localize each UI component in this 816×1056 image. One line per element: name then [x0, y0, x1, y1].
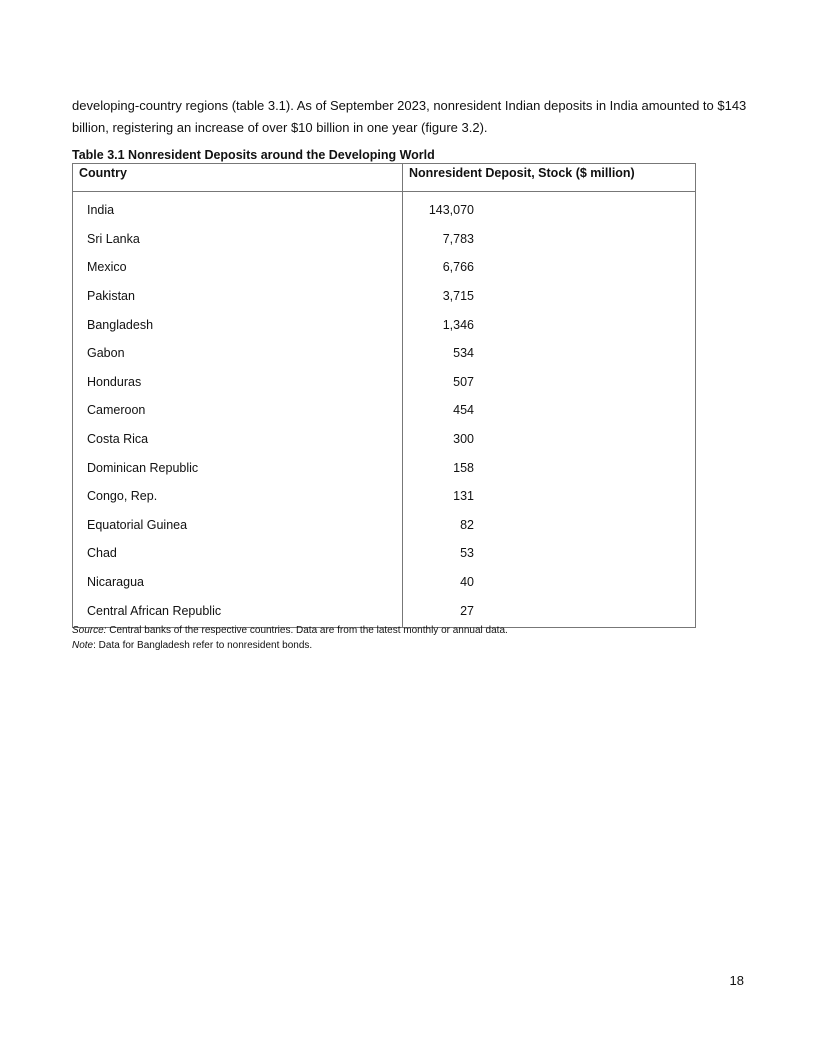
source-label: Source:	[72, 625, 107, 636]
source-note	[72, 624, 508, 639]
body-paragraph: developing-country regions (table 3.1). As of September 2023, nonresident Indian deposits in India amounted to $143 billion, registering an increase of over $10 billion in one year (figure 3.2).	[72, 98, 747, 135]
country-cell: Dominican Republic	[73, 453, 403, 482]
country-cell: Pakistan	[73, 282, 403, 311]
table-row	[73, 339, 696, 368]
table-row	[73, 539, 696, 568]
deposit-value-cell: 1,346	[442, 317, 474, 332]
bangladesh-note	[72, 639, 508, 654]
page-number: 18	[729, 973, 744, 988]
deposit-value-cell: 507	[453, 374, 474, 389]
note-text: : Data for Bangladesh refer to nonresident bonds.	[93, 639, 313, 651]
country-cell: Costa Rica	[73, 425, 403, 454]
country-cell: Equatorial Guinea	[73, 511, 403, 540]
table-row	[73, 368, 696, 397]
deposit-value-cell: 40	[460, 575, 474, 590]
country-cell: Honduras	[73, 368, 403, 397]
table-row	[73, 396, 696, 425]
table-row	[73, 425, 696, 454]
country-cell: Sri Lanka	[73, 225, 403, 254]
deposit-value-cell: 534	[453, 346, 474, 361]
country-cell: Cameroon	[73, 396, 403, 425]
deposits-table	[72, 163, 696, 628]
country-cell: Bangladesh	[73, 310, 403, 339]
table-title: Table 3.1 Nonresident Deposits around the Developing World	[72, 148, 435, 162]
table-row	[73, 282, 696, 311]
deposit-value-cell: 143,070	[428, 203, 474, 218]
country-cell: India	[73, 192, 403, 225]
country-cell: Congo, Rep.	[73, 482, 403, 511]
country-cell: Central African Republic	[73, 596, 403, 627]
note-label: Note	[72, 639, 94, 651]
table-row	[73, 596, 696, 627]
deposit-value-cell: 454	[453, 403, 474, 418]
deposit-value-cell: 53	[460, 546, 474, 561]
deposit-value-cell: 7,783	[442, 231, 474, 246]
table-row	[73, 192, 696, 225]
deposit-value-cell: 158	[453, 460, 474, 475]
country-cell: Chad	[73, 539, 403, 568]
deposit-value-cell: 27	[460, 603, 474, 618]
country-cell: Mexico	[73, 253, 403, 282]
table-row	[73, 482, 696, 511]
table-header-row	[73, 164, 696, 192]
table-row	[73, 568, 696, 597]
deposit-value-cell: 300	[453, 432, 474, 447]
table-row	[73, 253, 696, 282]
table-row	[73, 453, 696, 482]
table-row	[73, 310, 696, 339]
deposit-value-cell: 6,766	[442, 260, 474, 275]
table-notes	[72, 624, 508, 653]
column-header-deposit: Nonresident Deposit, Stock ($ million)	[403, 164, 696, 192]
country-cell: Gabon	[73, 339, 403, 368]
column-header-country: Country	[73, 164, 403, 192]
deposit-value-cell: 3,715	[442, 289, 474, 304]
table-row	[73, 511, 696, 540]
source-text: Central banks of the respective countries. Data are from the latest monthly or annual data.	[106, 625, 508, 636]
deposit-value-cell: 131	[453, 489, 474, 504]
deposit-value-cell: 82	[460, 517, 474, 532]
table-row	[73, 225, 696, 254]
country-cell: Nicaragua	[73, 568, 403, 597]
